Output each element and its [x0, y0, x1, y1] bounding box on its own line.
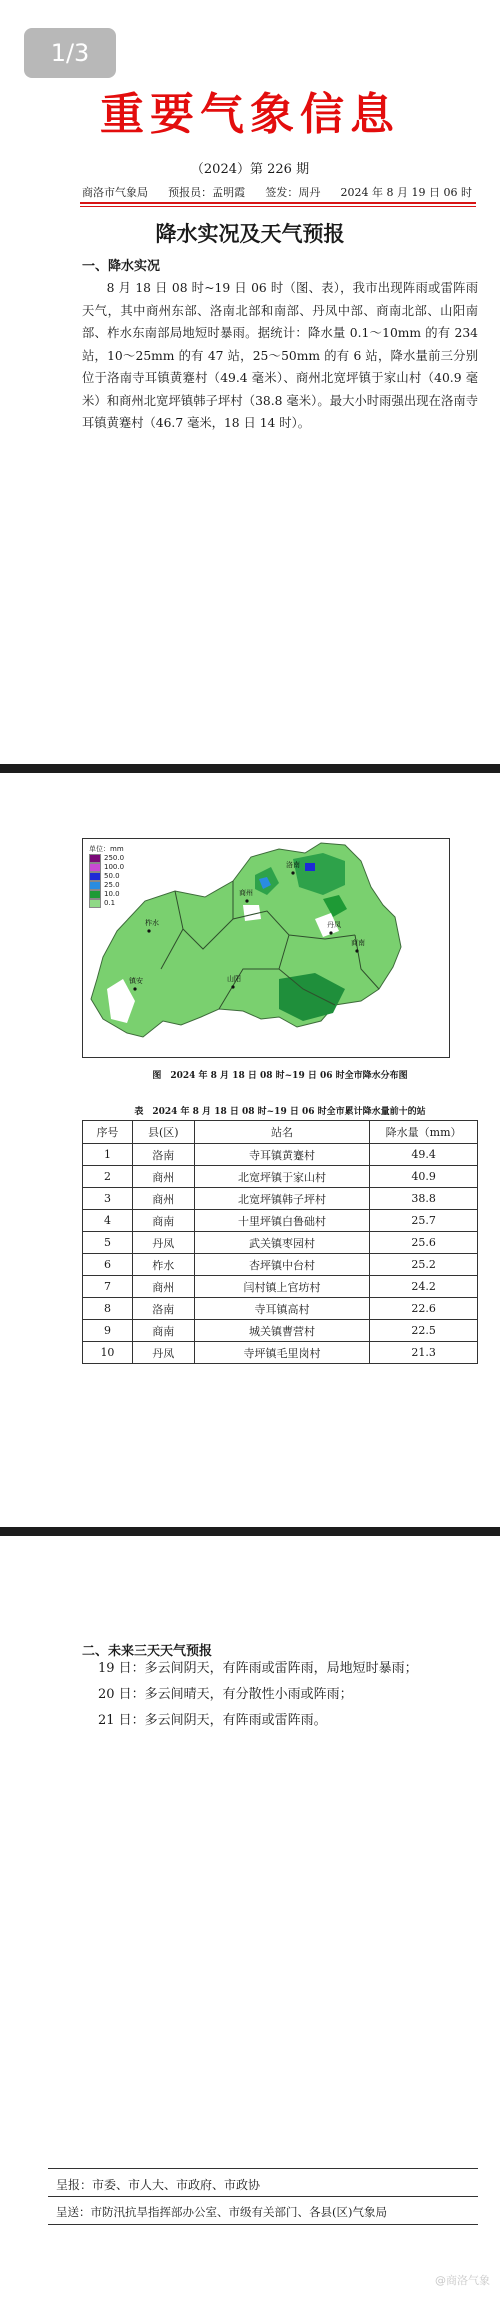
table-row: [83, 1320, 478, 1342]
cell-county: 商州: [132, 1166, 194, 1188]
cell-county: 商州: [132, 1276, 194, 1298]
legend-swatch: [89, 899, 101, 908]
table-row: [83, 1276, 478, 1298]
cell-station: 城关镇曹营村: [194, 1320, 369, 1342]
document-title: 重要气象信息: [100, 89, 400, 140]
cell-station: 寺坪镇毛里岗村: [194, 1342, 369, 1364]
footer-rule-middle: [48, 2196, 478, 2197]
cell-index: 8: [83, 1298, 133, 1320]
cell-county: 丹凤: [132, 1232, 194, 1254]
svg-text:丹凤: 丹凤: [327, 921, 341, 929]
cell-rainfall: 25.7: [370, 1210, 478, 1232]
cell-index: 10: [83, 1342, 133, 1364]
legend-row: [89, 899, 143, 908]
footer-send: 呈送：市防汛抗旱指挥部办公室、市级有关部门、各县(区)气象局: [56, 2205, 387, 2219]
svg-text:柞水: 柞水: [145, 919, 159, 927]
issuer-line: [82, 184, 472, 200]
part1-paragraph: [82, 277, 478, 435]
table-header-row: [83, 1121, 478, 1144]
watermark: @商洛气象: [435, 2274, 490, 2287]
forecast-day-21: 21 日：多云间阴天，有阵雨或雷阵雨。: [98, 1713, 327, 1728]
cell-index: 3: [83, 1188, 133, 1210]
legend-swatch: [89, 890, 101, 899]
legend-label: 100.0: [104, 863, 125, 871]
cell-index: 2: [83, 1166, 133, 1188]
cell-county: 商南: [132, 1210, 194, 1232]
legend-swatch: [89, 863, 101, 872]
table-caption: 表 2024 年 8 月 18 日 08 时~19 日 06 时全市累计降水量前十的站: [134, 1107, 426, 1117]
legend-label: 10.0: [104, 890, 120, 898]
issue-date: 2024 年 8 月 19 日 06 时: [340, 186, 472, 199]
table-row: [83, 1144, 478, 1166]
table-row: [83, 1188, 478, 1210]
cell-station: 寺耳镇高村: [194, 1298, 369, 1320]
part2-heading: 二、未来三天天气预报: [82, 1644, 213, 1659]
cell-index: 4: [83, 1210, 133, 1232]
legend-title: 单位：mm: [89, 845, 124, 853]
reporter: 预报员：孟明霞: [168, 186, 246, 199]
cell-county: 商州: [132, 1188, 194, 1210]
cell-rainfall: 24.2: [370, 1276, 478, 1298]
issue-number: （2024）第 226 期: [190, 162, 310, 177]
legend-swatch: [89, 854, 101, 863]
cell-county: 洛南: [132, 1298, 194, 1320]
cell-index: 9: [83, 1320, 133, 1342]
cell-station: 杏坪镇中台村: [194, 1254, 369, 1276]
page-counter-badge[interactable]: 1/3: [24, 28, 116, 78]
page-separator: [0, 1527, 500, 1536]
cell-station: 十里坪镇白鲁础村: [194, 1210, 369, 1232]
cell-county: 商南: [132, 1320, 194, 1342]
legend-row: [89, 890, 143, 899]
legend-swatch: [89, 881, 101, 890]
header-rainfall: 降水量（mm）: [370, 1121, 478, 1144]
cell-rainfall: 21.3: [370, 1342, 478, 1364]
legend-row: [89, 854, 143, 863]
table-row: [83, 1166, 478, 1188]
cell-county: 洛南: [132, 1144, 194, 1166]
cell-index: 7: [83, 1276, 133, 1298]
part1-text: 8 月 18 日 08 时~19 日 06 时（图、表），我市出现阵雨或雷阵雨天气，其中商州东部、洛南北部和南部、丹凤中部、商南北部、山阳南部、柞水东南部局地短时暴雨。据统计：降水量 0.1～10mm 的有 234 站，10～25mm 的有 47 站，25～50mm 的有 6 站，降水量前三分别位于洛南寺耳镇黄蹇村（49.4 毫米）、商州北宽坪镇于家山村（40.9 毫米）和商州北宽坪镇韩子坪村（38.8 毫米）。最大小时雨强出现在洛南寺耳镇黄蹇村（46.7 毫米，18 日 14 时）。: [82, 281, 478, 430]
header-index: 序号: [83, 1121, 133, 1144]
forecast-day-19: 19 日：多云间阴天，有阵雨或雷阵雨，局地短时暴雨；: [98, 1661, 418, 1676]
svg-text:山阳: 山阳: [227, 975, 241, 983]
table-row: [83, 1342, 478, 1364]
cell-rainfall: 49.4: [370, 1144, 478, 1166]
cell-rainfall: 22.6: [370, 1298, 478, 1320]
svg-text:商州: 商州: [239, 889, 253, 897]
cell-rainfall: 22.5: [370, 1320, 478, 1342]
cell-station: 闫村镇上官坊村: [194, 1276, 369, 1298]
table-row: [83, 1232, 478, 1254]
legend-label: 250.0: [104, 854, 125, 862]
page-1: [0, 0, 500, 764]
cell-rainfall: 25.6: [370, 1232, 478, 1254]
cell-index: 1: [83, 1144, 133, 1166]
svg-text:镇安: 镇安: [129, 977, 143, 985]
cell-index: 6: [83, 1254, 133, 1276]
cell-county: 柞水: [132, 1254, 194, 1276]
legend-label: 0.1: [104, 899, 116, 907]
precipitation-map: [82, 838, 450, 1058]
cell-station: 寺耳镇黄蹇村: [194, 1144, 369, 1166]
cell-station: 北宽坪镇于家山村: [194, 1166, 369, 1188]
legend-row: [89, 881, 143, 890]
table-row: [83, 1298, 478, 1320]
cell-rainfall: 38.8: [370, 1188, 478, 1210]
rainfall-ranking-table: [82, 1120, 478, 1364]
cell-index: 5: [83, 1232, 133, 1254]
legend-row: [89, 863, 143, 872]
forecast-day-20: 20 日：多云间晴天，有分散性小雨或阵雨；: [98, 1687, 353, 1702]
red-divider: [80, 202, 476, 204]
legend-swatch: [89, 872, 101, 881]
red-divider-thin: [80, 206, 476, 207]
issuer: 商洛市气象局: [82, 186, 148, 199]
cell-rainfall: 25.2: [370, 1254, 478, 1276]
map-caption: 图 2024 年 8 月 18 日 08 时~19 日 06 时全市降水分布图: [152, 1071, 408, 1081]
table-row: [83, 1210, 478, 1232]
header-station: 站名: [194, 1121, 369, 1144]
footer-rule-top: [48, 2168, 478, 2169]
svg-text:商南: 商南: [351, 939, 365, 947]
rain-area-purple: [305, 863, 315, 871]
part1-heading: 一、降水实况: [82, 259, 161, 274]
cell-station: 北宽坪镇韩子坪村: [194, 1188, 369, 1210]
cell-station: 武关镇枣园村: [194, 1232, 369, 1254]
header-county: 县(区): [132, 1121, 194, 1144]
cell-county: 丹凤: [132, 1342, 194, 1364]
approver: 签发：周丹: [265, 186, 321, 199]
map-legend: [89, 845, 143, 908]
legend-label: 50.0: [104, 872, 120, 880]
footer-submit: 呈报：市委、市人大、市政府、市政协: [56, 2178, 261, 2192]
cell-rainfall: 40.9: [370, 1166, 478, 1188]
page-separator: [0, 764, 500, 773]
svg-text:洛南: 洛南: [286, 861, 300, 869]
legend-label: 25.0: [104, 881, 120, 889]
section-title: 降水实况及天气预报: [155, 221, 345, 246]
table-row: [83, 1254, 478, 1276]
legend-row: [89, 872, 143, 881]
footer-rule-bottom: [48, 2224, 478, 2225]
